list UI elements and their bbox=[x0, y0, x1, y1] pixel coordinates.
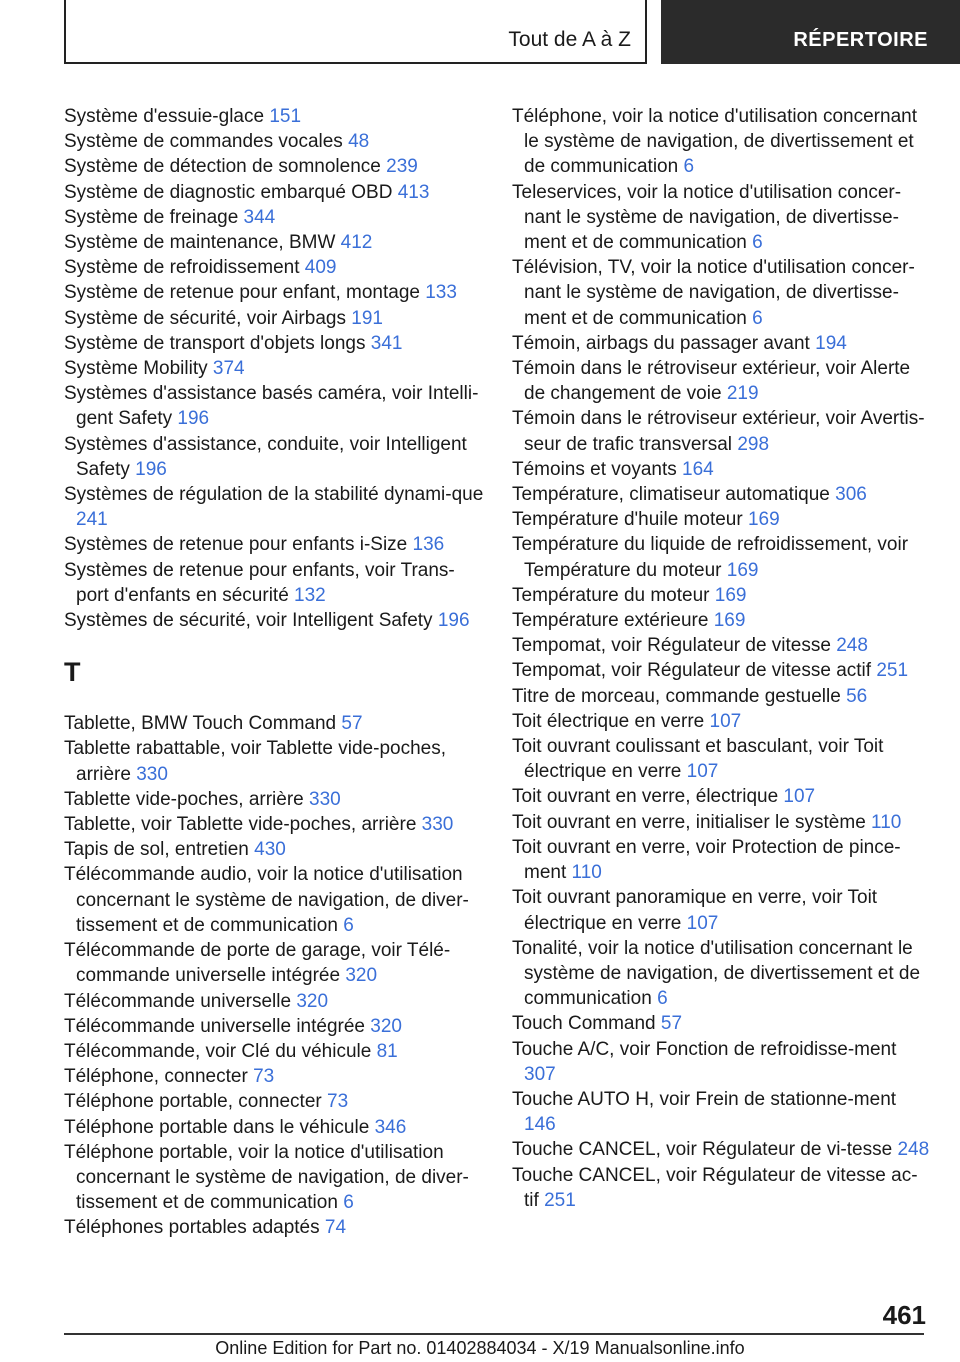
index-entry bbox=[64, 280, 484, 305]
index-page-link[interactable]: 306 bbox=[835, 484, 867, 506]
index-entry-text: Télécommande de porte de garage, voir Télé-commande universelle intégrée bbox=[64, 940, 451, 987]
index-page-link[interactable]: 196 bbox=[177, 408, 210, 430]
index-page-link[interactable]: 74 bbox=[324, 1217, 347, 1239]
index-entry-text: Système d'essuie-glace bbox=[64, 106, 265, 127]
index-page-link[interactable]: 133 bbox=[425, 282, 457, 304]
index-page-link[interactable]: 56 bbox=[846, 685, 868, 707]
index-group-t bbox=[64, 711, 484, 1240]
index-entry-text: Télécommande universelle intégrée bbox=[64, 1015, 365, 1037]
index-entry bbox=[64, 255, 484, 280]
index-entry-text: Toit ouvrant panoramique en verre, voir Toit électrique en verre bbox=[512, 887, 878, 934]
index-page-link[interactable]: 320 bbox=[296, 990, 329, 1012]
index-entry-text: Systèmes de retenue pour enfants, voir Trans-port d'enfants en sécurité bbox=[64, 559, 455, 606]
index-entry-text: Tapis de sol, entretien bbox=[64, 839, 249, 861]
index-entry bbox=[512, 104, 932, 180]
index-entry bbox=[64, 1215, 484, 1240]
index-entry-text: Tablette, voir Tablette vide-poches, arrière bbox=[64, 814, 417, 836]
index-entry-text: Touche CANCEL, voir Régulateur de vitesse ac-tif bbox=[512, 1164, 918, 1211]
index-entry bbox=[64, 1039, 484, 1064]
index-entry-text: Touch Command bbox=[512, 1013, 656, 1035]
index-entry-text: Titre de morceau, commande gestuelle bbox=[512, 685, 841, 707]
index-entry bbox=[64, 1140, 484, 1216]
index-page-link[interactable]: 196 bbox=[135, 458, 167, 480]
index-entry-text: Témoins et voyants bbox=[512, 458, 677, 480]
index-entry-text: Température du moteur bbox=[512, 584, 710, 606]
index-page-link[interactable]: 344 bbox=[243, 206, 276, 228]
index-entry-text: Toit électrique en verre bbox=[512, 710, 705, 732]
index-entry-text: Tablette vide-poches, arrière bbox=[64, 788, 304, 810]
index-page-link[interactable]: 251 bbox=[544, 1189, 576, 1211]
index-entry bbox=[512, 608, 932, 633]
footer-rule bbox=[64, 1333, 924, 1335]
index-entry bbox=[64, 1064, 484, 1089]
index-entry-text: Touche A/C, voir Fonction de refroidisse-ment bbox=[512, 1038, 897, 1060]
index-page-link[interactable]: 107 bbox=[709, 710, 742, 732]
index-page-link[interactable]: 330 bbox=[136, 763, 168, 785]
index-page-link[interactable]: 132 bbox=[294, 584, 326, 606]
index-entry bbox=[64, 1014, 484, 1039]
index-entry bbox=[64, 205, 484, 230]
index-page-link[interactable]: 194 bbox=[815, 332, 847, 354]
footer-edition-text: Online Edition for Part no. 01402884034 - X/19 bbox=[215, 1338, 590, 1358]
index-entry bbox=[512, 406, 932, 456]
index-entry bbox=[512, 1163, 932, 1213]
index-page-link[interactable]: 191 bbox=[351, 307, 383, 329]
index-entry-text: Systèmes d'assistance, conduite, voir Intelligent Safety bbox=[64, 433, 467, 480]
index-page-link[interactable]: 6 bbox=[657, 988, 668, 1010]
index-entry bbox=[512, 482, 932, 507]
page-number: 461 bbox=[882, 1300, 926, 1330]
index-page-link[interactable]: 164 bbox=[682, 458, 714, 480]
index-page-link[interactable]: 374 bbox=[212, 358, 245, 380]
index-group-s bbox=[64, 104, 484, 633]
index-entry bbox=[64, 154, 484, 179]
index-page-link[interactable]: 248 bbox=[897, 1139, 930, 1161]
index-page-link[interactable]: 320 bbox=[345, 965, 378, 987]
index-page-link[interactable]: 6 bbox=[752, 307, 763, 329]
index-entry-text: Système de diagnostic embarqué OBD bbox=[64, 181, 393, 203]
index-entry bbox=[512, 331, 932, 356]
index-entry bbox=[64, 230, 484, 255]
index-entry bbox=[512, 936, 932, 1012]
index-entry bbox=[512, 709, 932, 734]
index-entry bbox=[512, 1011, 932, 1036]
index-column-right bbox=[512, 104, 932, 1213]
index-entry bbox=[64, 306, 484, 331]
index-entry-text: Teleservices, voir la notice d'utilisation concer-nant le système de navigation, de divertisse-ment et de communication bbox=[512, 181, 902, 254]
index-entry bbox=[512, 658, 932, 683]
index-entry bbox=[512, 684, 932, 709]
index-page-link[interactable]: 330 bbox=[421, 814, 454, 836]
index-entry bbox=[512, 180, 932, 256]
index-page-link[interactable]: 57 bbox=[341, 713, 363, 735]
section-tab bbox=[661, 0, 960, 64]
index-page-link[interactable]: 412 bbox=[340, 232, 373, 254]
index-entry-text: Systèmes de sécurité, voir Intelligent Safety bbox=[64, 610, 433, 632]
index-entry-text: Téléphones portables adaptés bbox=[64, 1217, 320, 1239]
index-page-link[interactable]: 107 bbox=[686, 912, 719, 934]
index-page-link[interactable]: 320 bbox=[370, 1015, 402, 1037]
index-entry-text: Témoin, airbags du passager avant bbox=[512, 332, 810, 354]
footer bbox=[0, 1338, 960, 1359]
index-entry-text: Système de commandes vocales bbox=[64, 131, 343, 153]
index-entry-text: Téléphone portable dans le véhicule bbox=[64, 1116, 370, 1138]
index-entry-text: Systèmes d'assistance basés caméra, voir Intelli-gent Safety bbox=[64, 383, 479, 430]
index-entry-text: Système de freinage bbox=[64, 206, 239, 228]
index-page-link[interactable]: 146 bbox=[524, 1114, 556, 1136]
index-entry-text: Système de retenue pour enfant, montage bbox=[64, 282, 420, 304]
running-title: Tout de A à Z bbox=[508, 28, 631, 51]
index-entry-text: Systèmes de régulation de la stabilité dynami-que bbox=[64, 484, 484, 506]
index-entry bbox=[512, 835, 932, 885]
index-entry bbox=[512, 356, 932, 406]
index-entry bbox=[64, 938, 484, 988]
index-entry-text: Téléphone, connecter bbox=[64, 1066, 248, 1088]
index-page-link[interactable]: 346 bbox=[374, 1116, 407, 1138]
index-entry bbox=[64, 812, 484, 837]
footer-watermark: Manualsonline.info bbox=[594, 1338, 745, 1358]
index-entry bbox=[64, 381, 484, 431]
index-entry bbox=[512, 1137, 932, 1162]
index-entry bbox=[512, 255, 932, 331]
index-entry-text: Système de refroidissement bbox=[64, 257, 300, 279]
index-entry-text: Témoin dans le rétroviseur extérieur, voir Alerte de changement de voie bbox=[512, 358, 911, 405]
index-entry bbox=[64, 331, 484, 356]
index-page-link[interactable]: 307 bbox=[524, 1063, 556, 1085]
index-page-link[interactable]: 107 bbox=[686, 761, 719, 783]
index-entry-text: Touche AUTO H, voir Frein de stationne-ment bbox=[512, 1088, 897, 1110]
index-entry-text: Température, climatiseur automatique bbox=[512, 484, 830, 506]
index-page-link[interactable]: 248 bbox=[836, 635, 868, 657]
index-entry bbox=[512, 1087, 932, 1137]
index-entry bbox=[512, 633, 932, 658]
index-entry bbox=[64, 482, 484, 532]
index-entry bbox=[512, 1037, 932, 1087]
index-entry-text: Toit ouvrant en verre, initialiser le système bbox=[512, 811, 866, 833]
index-entry bbox=[64, 787, 484, 812]
index-entry-text: Toit ouvrant en verre, électrique bbox=[512, 786, 779, 808]
index-page-link[interactable]: 81 bbox=[376, 1040, 398, 1062]
index-entry bbox=[64, 1089, 484, 1114]
index-entry bbox=[64, 862, 484, 938]
index-entry bbox=[64, 837, 484, 862]
index-page-link[interactable]: 6 bbox=[343, 1192, 354, 1214]
index-entry-text: Tablette, BMW Touch Command bbox=[64, 713, 337, 735]
index-entry-text: Système de sécurité, voir Airbags bbox=[64, 307, 346, 329]
index-entry bbox=[64, 1115, 484, 1140]
index-page-link[interactable]: 107 bbox=[783, 786, 816, 808]
index-entry-text: Température d'huile moteur bbox=[512, 509, 743, 531]
index-page-link[interactable]: 48 bbox=[348, 131, 370, 153]
index-entry bbox=[64, 104, 484, 129]
index-entry-text: Température extérieure bbox=[512, 610, 709, 632]
index-page-link[interactable]: 413 bbox=[397, 181, 430, 203]
index-entry-text: Systèmes de retenue pour enfants i-Size bbox=[64, 534, 408, 556]
index-entry bbox=[512, 734, 932, 784]
letter-heading: T bbox=[64, 657, 81, 688]
index-entry-text: Système de détection de somnolence bbox=[64, 156, 381, 178]
index-page-link[interactable]: 73 bbox=[253, 1066, 275, 1088]
index-page-link[interactable]: 110 bbox=[571, 862, 602, 884]
index-page-link[interactable]: 6 bbox=[683, 156, 695, 178]
index-page-link[interactable]: 330 bbox=[309, 788, 341, 810]
index-entry-text: Tempomat, voir Régulateur de vitesse bbox=[512, 635, 831, 657]
index-page-link[interactable]: 409 bbox=[304, 257, 337, 279]
index-entry bbox=[64, 711, 484, 736]
index-entry bbox=[64, 608, 484, 633]
index-page-link[interactable]: 169 bbox=[714, 584, 747, 606]
index-page-link[interactable]: 136 bbox=[412, 534, 445, 556]
index-entry bbox=[64, 532, 484, 557]
index-entry bbox=[512, 532, 932, 582]
index-entry bbox=[512, 810, 932, 835]
index-page-link[interactable]: 6 bbox=[343, 914, 354, 936]
index-entry bbox=[512, 457, 932, 482]
index-entry-text: Tonalité, voir la notice d'utilisation concernant le système de navigation, de divertissement et de communication bbox=[512, 937, 921, 1010]
index-entry bbox=[512, 784, 932, 809]
index-column-left bbox=[64, 104, 484, 1241]
index-page-link[interactable]: 196 bbox=[437, 610, 470, 632]
index-entry bbox=[64, 129, 484, 154]
index-entry bbox=[64, 989, 484, 1014]
index-page-link[interactable]: 73 bbox=[327, 1091, 349, 1113]
index-page-link[interactable]: 251 bbox=[876, 660, 909, 682]
index-entry-text: Touche CANCEL, voir Régulateur de vi-tesse bbox=[512, 1139, 893, 1161]
index-entry-text: Toit ouvrant en verre, voir Protection de pince-ment bbox=[512, 836, 901, 884]
index-entry-text: Télévision, TV, voir la notice d'utilisation concer-nant le système de navigation, de divertisse-ment et de communication bbox=[512, 257, 915, 329]
index-entry-text: Téléphone portable, voir la notice d'utilisation concernant le système de navigation, de diver-tissement et de communication bbox=[64, 1141, 469, 1214]
index-entry-text: Téléphone portable, connecter bbox=[64, 1091, 322, 1113]
index-entry bbox=[512, 507, 932, 532]
index-entry-text: Téléphone, voir la notice d'utilisation concernant le système de navigation, de divertissement et de communication bbox=[512, 106, 917, 178]
index-group-t-continued bbox=[512, 104, 932, 1213]
index-page-link[interactable]: 110 bbox=[871, 811, 902, 833]
index-entry bbox=[64, 432, 484, 482]
index-entry-text: Témoin dans le rétroviseur extérieur, voir Avertis-seur de trafic transversal bbox=[512, 408, 925, 455]
running-title-tab bbox=[64, 0, 647, 64]
index-page-link[interactable]: 219 bbox=[726, 383, 759, 405]
index-entry-text: Système de maintenance, BMW bbox=[64, 232, 336, 254]
index-page-link[interactable]: 430 bbox=[254, 839, 286, 861]
index-entry-text: Tempomat, voir Régulateur de vitesse actif bbox=[512, 660, 872, 682]
index-entry-text: Télécommande, voir Clé du véhicule bbox=[64, 1040, 372, 1062]
index-entry bbox=[512, 583, 932, 608]
index-page-link[interactable]: 169 bbox=[713, 610, 746, 632]
index-entry-text: Toit ouvrant coulissant et basculant, voir Toit électrique en verre bbox=[512, 736, 884, 783]
index-page-link[interactable]: 169 bbox=[726, 559, 759, 581]
index-entry bbox=[64, 736, 484, 786]
index-entry-text: Télécommande audio, voir la notice d'utilisation concernant le système de navigation, de diver-tissement et de communication bbox=[64, 864, 469, 936]
index-entry bbox=[512, 885, 932, 935]
index-entry-text: Système Mobility bbox=[64, 358, 208, 380]
section-title: RÉPERTOIRE bbox=[793, 29, 928, 51]
index-entry bbox=[64, 180, 484, 205]
index-page-link[interactable]: 6 bbox=[752, 232, 763, 254]
index-page-link[interactable]: 151 bbox=[269, 106, 302, 127]
index-page-link[interactable]: 239 bbox=[386, 156, 418, 178]
index-page-link[interactable]: 298 bbox=[737, 433, 770, 455]
index-entry-text: Système de transport d'objets longs bbox=[64, 332, 366, 354]
index-page-link[interactable]: 341 bbox=[370, 332, 403, 354]
index-entry-text: Température du liquide de refroidissement, voir Température du moteur bbox=[512, 534, 909, 581]
index-entry-text: Tablette rabattable, voir Tablette vide-poches, arrière bbox=[64, 738, 446, 785]
index-entry-text: Télécommande universelle bbox=[64, 990, 292, 1012]
index-page-link[interactable]: 241 bbox=[76, 509, 108, 531]
index-entry bbox=[64, 558, 484, 608]
index-page-link[interactable]: 169 bbox=[747, 509, 780, 531]
index-page-link[interactable]: 57 bbox=[660, 1013, 683, 1035]
index-entry bbox=[64, 356, 484, 381]
